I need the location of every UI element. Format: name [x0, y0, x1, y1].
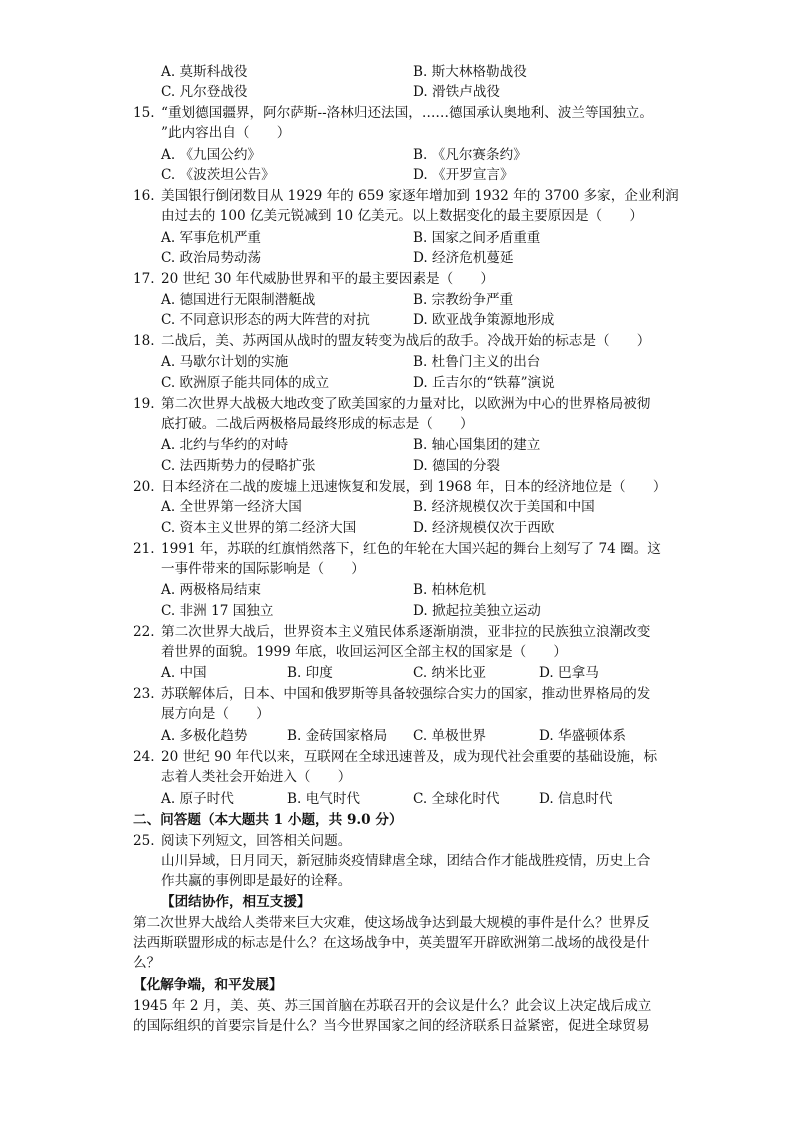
passage-line: 的国际组织的首要宗旨是什么？当今世界国家之间的经济联系日益紧密，促进全球贸易 [133, 1018, 650, 1034]
question-24 [133, 747, 657, 767]
question-19-stem-cont: 底打破。二战后两极格局最终形成的标志是（ ） [161, 416, 474, 432]
q20-option-a[interactable]: A. 全世界第一经济大国 [161, 499, 302, 515]
passage-line: 1945 年 2 月，美、英、苏三国首脑在苏联召开的会议是什么？此会议上决定战后成立 [133, 998, 652, 1014]
q18-option-b[interactable]: B. 杜鲁门主义的出台 [413, 354, 541, 370]
question-stem: 日本经济在二战的废墟上迅速恢复和发展，到 1968 年，日本的经济地位是（ ） [161, 479, 667, 495]
q20-option-d[interactable]: D. 经济规模仅次于西欧 [413, 520, 555, 536]
question-15-stem-cont: ”此内容出自（ ） [161, 125, 291, 141]
question-stem: 第二次世界大战极大地改变了欧美国家的力量对比，以欧洲为中心的世界格局被彻 [161, 396, 651, 412]
question-number: 17. [133, 271, 155, 287]
question-number: 19. [133, 396, 155, 412]
question-21 [133, 539, 661, 559]
question-stem: 1991 年，苏联的红旗悄然落下，红色的年轮在大国兴起的舞台上刻写了 74 圈。这 [161, 541, 661, 557]
passage-subheading: 【团结协作，相互支援】 [161, 894, 311, 910]
question-number: 23. [133, 686, 155, 702]
q22-option-d[interactable]: D. 巴拿马 [539, 665, 599, 681]
q16-option-b[interactable]: B. 国家之间矛盾重重 [413, 230, 541, 246]
q20-option-c[interactable]: C. 资本主义世界的第二经济大国 [161, 520, 357, 536]
q18-option-a[interactable]: A. 马歇尔计划的实施 [161, 354, 289, 370]
q22-option-c[interactable]: C. 纳米比亚 [413, 665, 486, 681]
q17-option-b[interactable]: B. 宗教纷争严重 [413, 292, 514, 308]
question-21-stem-cont: 一事件带来的国际影响是（ ） [161, 561, 365, 577]
question-number: 20. [133, 479, 155, 495]
question-23-stem-cont: 展方向是（ ） [161, 706, 270, 722]
question-stem: 二战后，美、苏两国从战时的盟友转变为战后的敌手。冷战开始的标志是（ ） [161, 333, 651, 349]
question-19 [133, 394, 650, 414]
passage-line: 法西斯联盟形成的标志是什么？在这场战争中，英美盟军开辟欧洲第二战场的战役是什 [133, 935, 650, 951]
q23-option-d[interactable]: D. 华盛顿体系 [539, 728, 627, 744]
passage-line: 山川异域，日月同天，新冠肺炎疫情肆虐全球，团结合作才能战胜疫情，历史上合 [161, 853, 651, 869]
question-stem: 第二次世界大战后，世界资本主义殖民体系逐渐崩溃，亚非拉的民族独立浪潮改变 [161, 624, 651, 640]
q19-option-b[interactable]: B. 轴心国集团的建立 [413, 437, 541, 453]
q17-option-c[interactable]: C. 不同意识形态的两大阵营的对抗 [161, 312, 370, 328]
q14-option-d[interactable]: D. 滑铁卢战役 [413, 84, 501, 100]
q16-option-d[interactable]: D. 经济危机蔓延 [413, 250, 514, 266]
q21-option-a[interactable]: A. 两极格局结束 [161, 582, 262, 598]
question-24-stem-cont: 志着人类社会开始进入（ ） [161, 769, 352, 785]
q14-option-b[interactable]: B. 斯大林格勒战役 [413, 64, 527, 80]
q18-option-d[interactable]: D. 丘吉尔的“铁幕”演说 [413, 375, 555, 391]
q21-option-b[interactable]: B. 柏林危机 [413, 582, 487, 598]
question-number: 24. [133, 749, 155, 765]
question-16 [133, 186, 679, 206]
q22-option-b[interactable]: B. 印度 [287, 665, 333, 681]
question-stem: 20 世纪 90 年代以来，互联网在全球迅速普及，成为现代社会重要的基础设施，标 [161, 749, 658, 765]
q23-option-b[interactable]: B. 金砖国家格局 [287, 728, 388, 744]
q14-option-a[interactable]: A. 莫斯科战役 [161, 64, 248, 80]
q19-option-c[interactable]: C. 法西斯势力的侵略扩张 [161, 458, 316, 474]
q16-option-a[interactable]: A. 军事危机严重 [161, 230, 262, 246]
question-number: 22. [133, 624, 155, 640]
question-number: 15. [133, 105, 155, 121]
q18-option-c[interactable]: C. 欧洲原子能共同体的成立 [161, 375, 330, 391]
question-stem: 20 世纪 30 年代威胁世界和平的最主要因素是（ ） [161, 271, 495, 287]
passage-line: 么？ [133, 955, 161, 971]
question-number: 18. [133, 333, 155, 349]
passage-line: 第二次世界大战给人类带来巨大灾难，使这场战争达到最大规模的事件是什么？世界反 [133, 915, 650, 931]
question-stem: “重划德国疆界，阿尔萨斯--洛林归还法国，……德国承认奥地利、波兰等国独立。 [161, 105, 653, 121]
q15-option-b[interactable]: B. 《凡尔赛条约》 [413, 147, 527, 163]
question-number: 21. [133, 541, 155, 557]
q19-option-a[interactable]: A. 北约与华约的对峙 [161, 437, 289, 453]
q21-option-d[interactable]: D. 掀起拉美独立运动 [413, 603, 541, 619]
q17-option-d[interactable]: D. 欧亚战争策源地形成 [413, 312, 555, 328]
question-20 [133, 477, 666, 497]
q22-option-a[interactable]: A. 中国 [161, 665, 207, 681]
q23-option-a[interactable]: A. 多极化趋势 [161, 728, 248, 744]
question-22-stem-cont: 着世界的面貌。1999 年底，收回运河区全部主权的国家是（ ） [161, 644, 567, 660]
q20-option-b[interactable]: B. 经济规模仅次于美国和中国 [413, 499, 595, 515]
question-18 [133, 331, 650, 351]
q15-option-d[interactable]: D. 《开罗宣言》 [413, 167, 514, 183]
question-15 [133, 103, 653, 123]
passage-line: 作共赢的事例即是最好的诠释。 [161, 873, 352, 889]
q23-option-c[interactable]: C. 单极世界 [413, 728, 486, 744]
q24-option-b[interactable]: B. 电气时代 [287, 791, 361, 807]
q24-option-a[interactable]: A. 原子时代 [161, 791, 234, 807]
question-stem: 苏联解体后，日本、中国和俄罗斯等具备较强综合实力的国家，推动世界格局的发 [161, 686, 651, 702]
passage-subheading: 【化解争端，和平发展】 [133, 977, 283, 993]
question-17 [133, 269, 494, 289]
question-23 [133, 684, 650, 704]
q16-option-c[interactable]: C. 政治局势动荡 [161, 250, 262, 266]
question-16-stem-cont: 由过去的 100 亿美元锐减到 10 亿美元。以上数据变化的最主要原因是（ ） [161, 208, 643, 224]
question-stem: 美国银行倒闭数目从 1929 年的 659 家逐年增加到 1932 年的 3700 多家，企业利润 [161, 188, 679, 204]
q17-option-a[interactable]: A. 德国进行无限制潜艇战 [161, 292, 316, 308]
q19-option-d[interactable]: D. 德国的分裂 [413, 458, 501, 474]
q14-option-c[interactable]: C. 凡尔登战役 [161, 84, 248, 100]
q15-option-c[interactable]: C. 《波茨坦公告》 [161, 167, 275, 183]
question-number: 25. [133, 833, 155, 849]
question-stem: 阅读下列短文，回答相关问题。 [161, 833, 352, 849]
q24-option-d[interactable]: D. 信息时代 [539, 791, 613, 807]
section-heading: 二、问答题（本大题共 1 小题，共 9.0 分） [133, 812, 403, 828]
question-22 [133, 622, 650, 642]
question-number: 16. [133, 188, 155, 204]
q15-option-a[interactable]: A. 《九国公约》 [161, 147, 262, 163]
question-25 [133, 831, 351, 851]
q24-option-c[interactable]: C. 全球化时代 [413, 791, 500, 807]
q21-option-c[interactable]: C. 非洲 17 国独立 [161, 603, 274, 619]
